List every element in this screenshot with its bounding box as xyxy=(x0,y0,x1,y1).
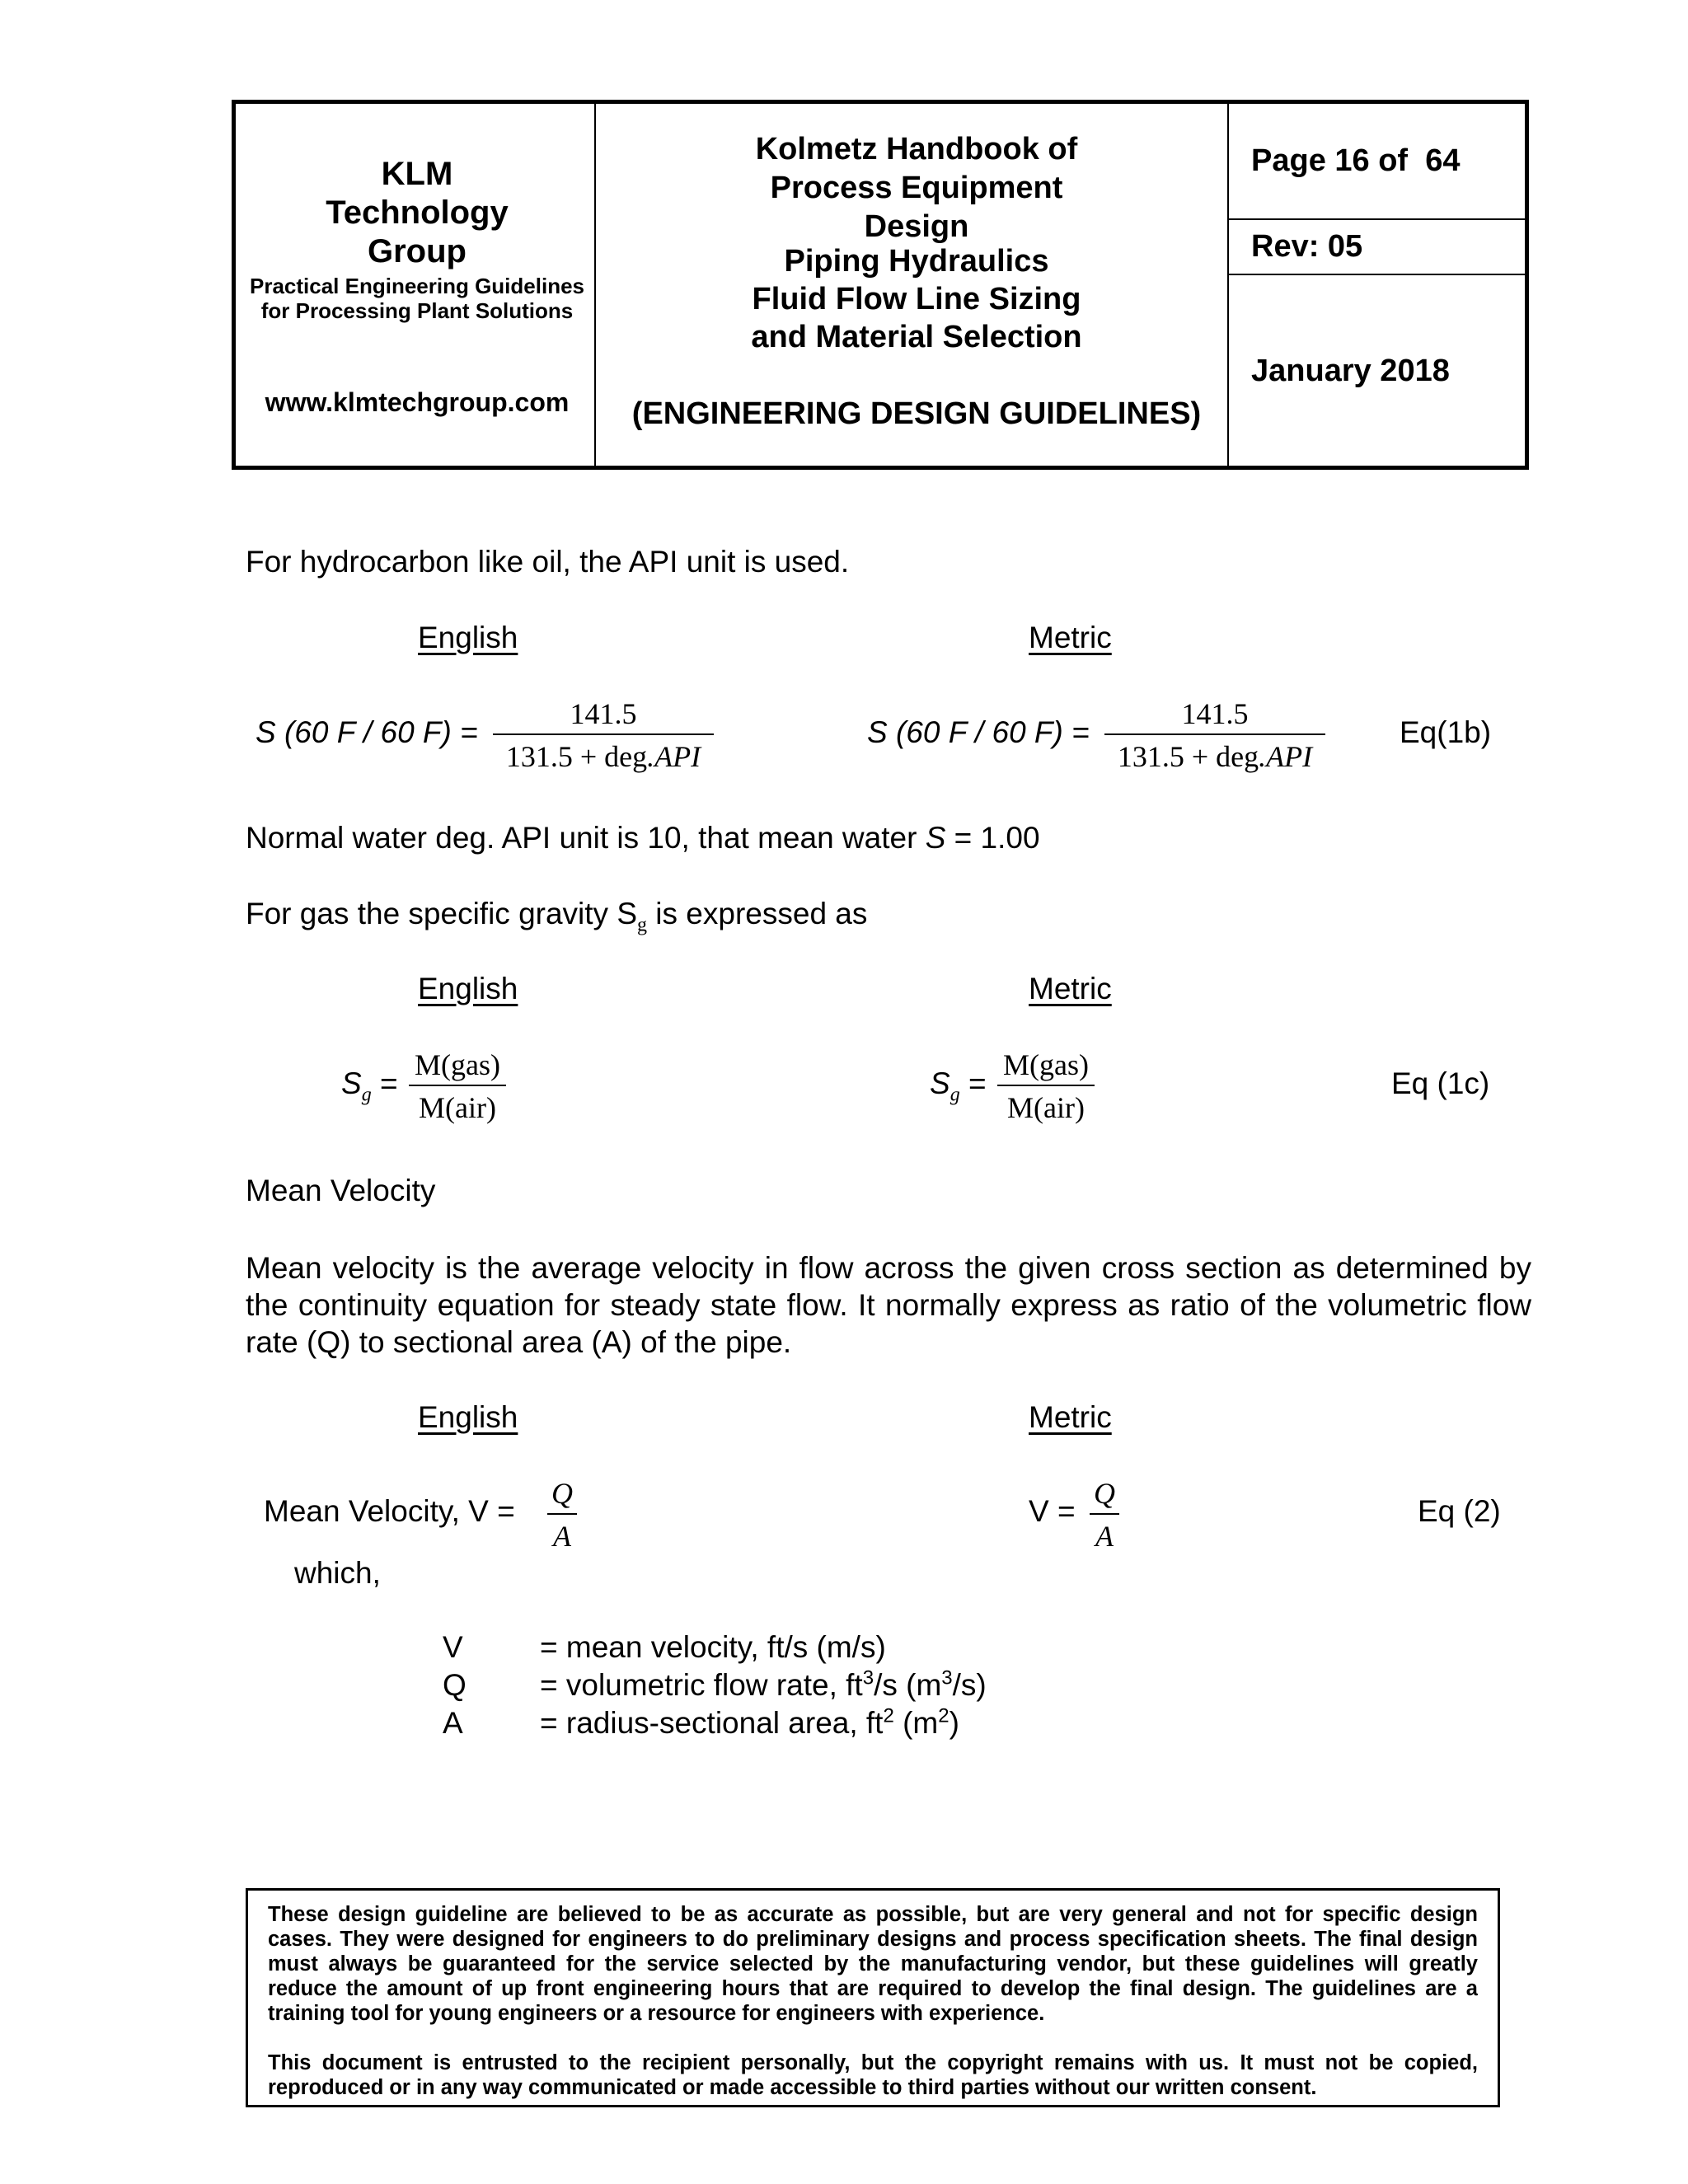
gas-intro-prefix: For gas the specific gravity S xyxy=(246,897,638,930)
definition-description xyxy=(540,1705,959,1741)
definition-text: /s) xyxy=(952,1668,987,1702)
eq2-metric-fraction xyxy=(1090,1477,1119,1553)
eq1b-label: Eq(1b) xyxy=(1400,715,1492,749)
eq2-english-denominator: A xyxy=(553,1520,571,1553)
company-name: KLM Technology Group xyxy=(326,156,509,269)
definition-symbol: A xyxy=(443,1706,463,1740)
eq2-metric-denominator: A xyxy=(1095,1520,1114,1553)
definition-text: ) xyxy=(949,1706,959,1740)
denominator-suffix: .API xyxy=(647,740,701,773)
eq2-english-fraction xyxy=(547,1477,577,1553)
eq1c-metric-lhs xyxy=(930,1066,987,1113)
eq2-label: Eq (2) xyxy=(1418,1494,1501,1528)
eq2-metric-numerator: Q xyxy=(1094,1477,1115,1510)
equals-sign: = xyxy=(371,1066,398,1100)
disclaimer-box xyxy=(246,1888,1500,2107)
water-note-symbol: S xyxy=(925,821,946,855)
column-heading-metric: Metric xyxy=(1029,1400,1112,1434)
eq1b-english-fraction xyxy=(493,697,714,773)
document-header-table xyxy=(232,100,1529,470)
definition-text: = mean velocity, ft/s (m/s) xyxy=(540,1630,886,1664)
sg-symbol: S xyxy=(341,1066,362,1100)
eq1b-metric-numerator: 141.5 xyxy=(1181,697,1249,730)
eq2-metric-lhs: V = xyxy=(1029,1494,1076,1528)
denominator-suffix: .API xyxy=(1259,740,1313,773)
definition-symbol: Q xyxy=(443,1668,467,1702)
eq1c-english-numerator: M(gas) xyxy=(415,1048,500,1081)
eq1c-metric-numerator: M(gas) xyxy=(1003,1048,1089,1081)
denominator-prefix: 131.5 + deg xyxy=(1117,740,1259,773)
superscript: 3 xyxy=(862,1666,874,1690)
gas-intro-text xyxy=(246,896,867,943)
equals-sign: = xyxy=(959,1066,987,1100)
eq1c-metric-denominator: M(air) xyxy=(1007,1091,1085,1124)
definition-text: = volumetric flow rate, ft xyxy=(540,1668,863,1702)
definition-text: (m xyxy=(893,1706,939,1740)
fraction-bar xyxy=(409,1085,506,1086)
header-divider-page-rev xyxy=(1229,218,1525,220)
copyright-paragraph: This document is entrusted to the recipient personally, but the copyright remains with us. It must not be copied, reproduced or in any way communicated or made accessible to third parties without our written consent. xyxy=(268,2051,1478,2099)
superscript: 3 xyxy=(941,1666,953,1690)
eq1c-label: Eq (1c) xyxy=(1391,1066,1490,1100)
revision-label: Rev: 05 xyxy=(1251,229,1363,264)
fraction-bar xyxy=(1090,1513,1119,1515)
eq1b-english-denominator xyxy=(493,740,714,773)
eq1b-metric-lhs: S (60 F / 60 F) = xyxy=(867,715,1090,749)
eq1c-english-lhs xyxy=(341,1066,398,1113)
fraction-bar xyxy=(997,1085,1095,1086)
mean-velocity-heading: Mean Velocity xyxy=(246,1174,436,1207)
api-intro-text: For hydrocarbon like oil, the API unit is used. xyxy=(246,545,850,579)
column-heading-english: English xyxy=(418,621,518,654)
company-url: www.klmtechgroup.com xyxy=(265,387,570,417)
eq1b-metric-denominator xyxy=(1104,740,1325,773)
fraction-bar xyxy=(547,1513,577,1515)
eq1b-metric-fraction xyxy=(1104,697,1325,773)
disclaimer-paragraph: These design guideline are believed to be as accurate as possible, but are very general and not for specific design cases. They were designed for engineers to do preliminary designs and process specification sheets. The final design must always be guaranteed for the service selected by the manufacturing vendor, but these guidelines will greatly reduce the amount of up front engineering hours that are required to develop the final design. The guidelines are a training tool for young engineers or a resource for engineers with experience. xyxy=(268,1903,1478,2025)
column-heading-metric: Metric xyxy=(1029,972,1112,1005)
eq1c-metric-fraction xyxy=(997,1048,1095,1124)
column-heading-english: English xyxy=(418,1400,518,1434)
company-tagline: Practical Engineering Guidelines for Processing Plant Solutions xyxy=(249,274,584,323)
superscript: 2 xyxy=(938,1704,950,1727)
definition-text: = radius-sectional area, ft xyxy=(540,1706,884,1740)
definition-description xyxy=(540,1629,886,1666)
water-note-suffix: = 1.00 xyxy=(945,821,1040,855)
header-divider-rev-date xyxy=(1229,274,1525,275)
which-text: which, xyxy=(294,1556,381,1590)
document-subject: Piping Hydraulics Fluid Flow Line Sizing and Material Selection xyxy=(751,244,1082,354)
eq1b-english-lhs: S (60 F / 60 F) = xyxy=(256,715,478,749)
fraction-bar xyxy=(493,733,714,735)
definition-description xyxy=(540,1667,987,1704)
definition-text: /s (m xyxy=(874,1668,942,1702)
superscript: 2 xyxy=(883,1704,894,1727)
water-note-text xyxy=(246,820,1040,856)
definition-symbol: V xyxy=(443,1630,463,1664)
eq2-english-numerator: Q xyxy=(551,1477,573,1510)
eq2-english-lhs: Mean Velocity, V = xyxy=(264,1494,515,1528)
gas-intro-suffix: is expressed as xyxy=(647,897,868,930)
page-number: Page 16 of 64 xyxy=(1251,143,1461,178)
sg-subscript: g xyxy=(361,1084,372,1106)
fraction-bar xyxy=(1104,733,1325,735)
sg-subscript: g xyxy=(950,1084,960,1106)
column-heading-metric: Metric xyxy=(1029,621,1112,654)
column-heading-english: English xyxy=(418,972,518,1005)
gas-intro-subscript: g xyxy=(637,914,648,936)
handbook-title: Kolmetz Handbook of Process Equipment Design xyxy=(755,132,1078,244)
denominator-prefix: 131.5 + deg xyxy=(505,740,648,773)
guideline-tag: (ENGINEERING DESIGN GUIDELINES) xyxy=(631,396,1202,431)
eq1c-english-fraction xyxy=(409,1048,506,1124)
document-date: January 2018 xyxy=(1251,354,1450,388)
eq1c-english-denominator: M(air) xyxy=(419,1091,496,1124)
mean-velocity-paragraph: Mean velocity is the average velocity in flow across the given cross section as determined by the continuity equation for steady state flow. It normally express as ratio of the volumetric flow rate (Q) to sectional area (A) of the pipe. xyxy=(246,1251,1531,1359)
eq1b-english-numerator: 141.5 xyxy=(570,697,637,730)
sg-symbol: S xyxy=(930,1066,950,1100)
water-note-prefix: Normal water deg. API unit is 10, that mean water xyxy=(246,821,926,855)
